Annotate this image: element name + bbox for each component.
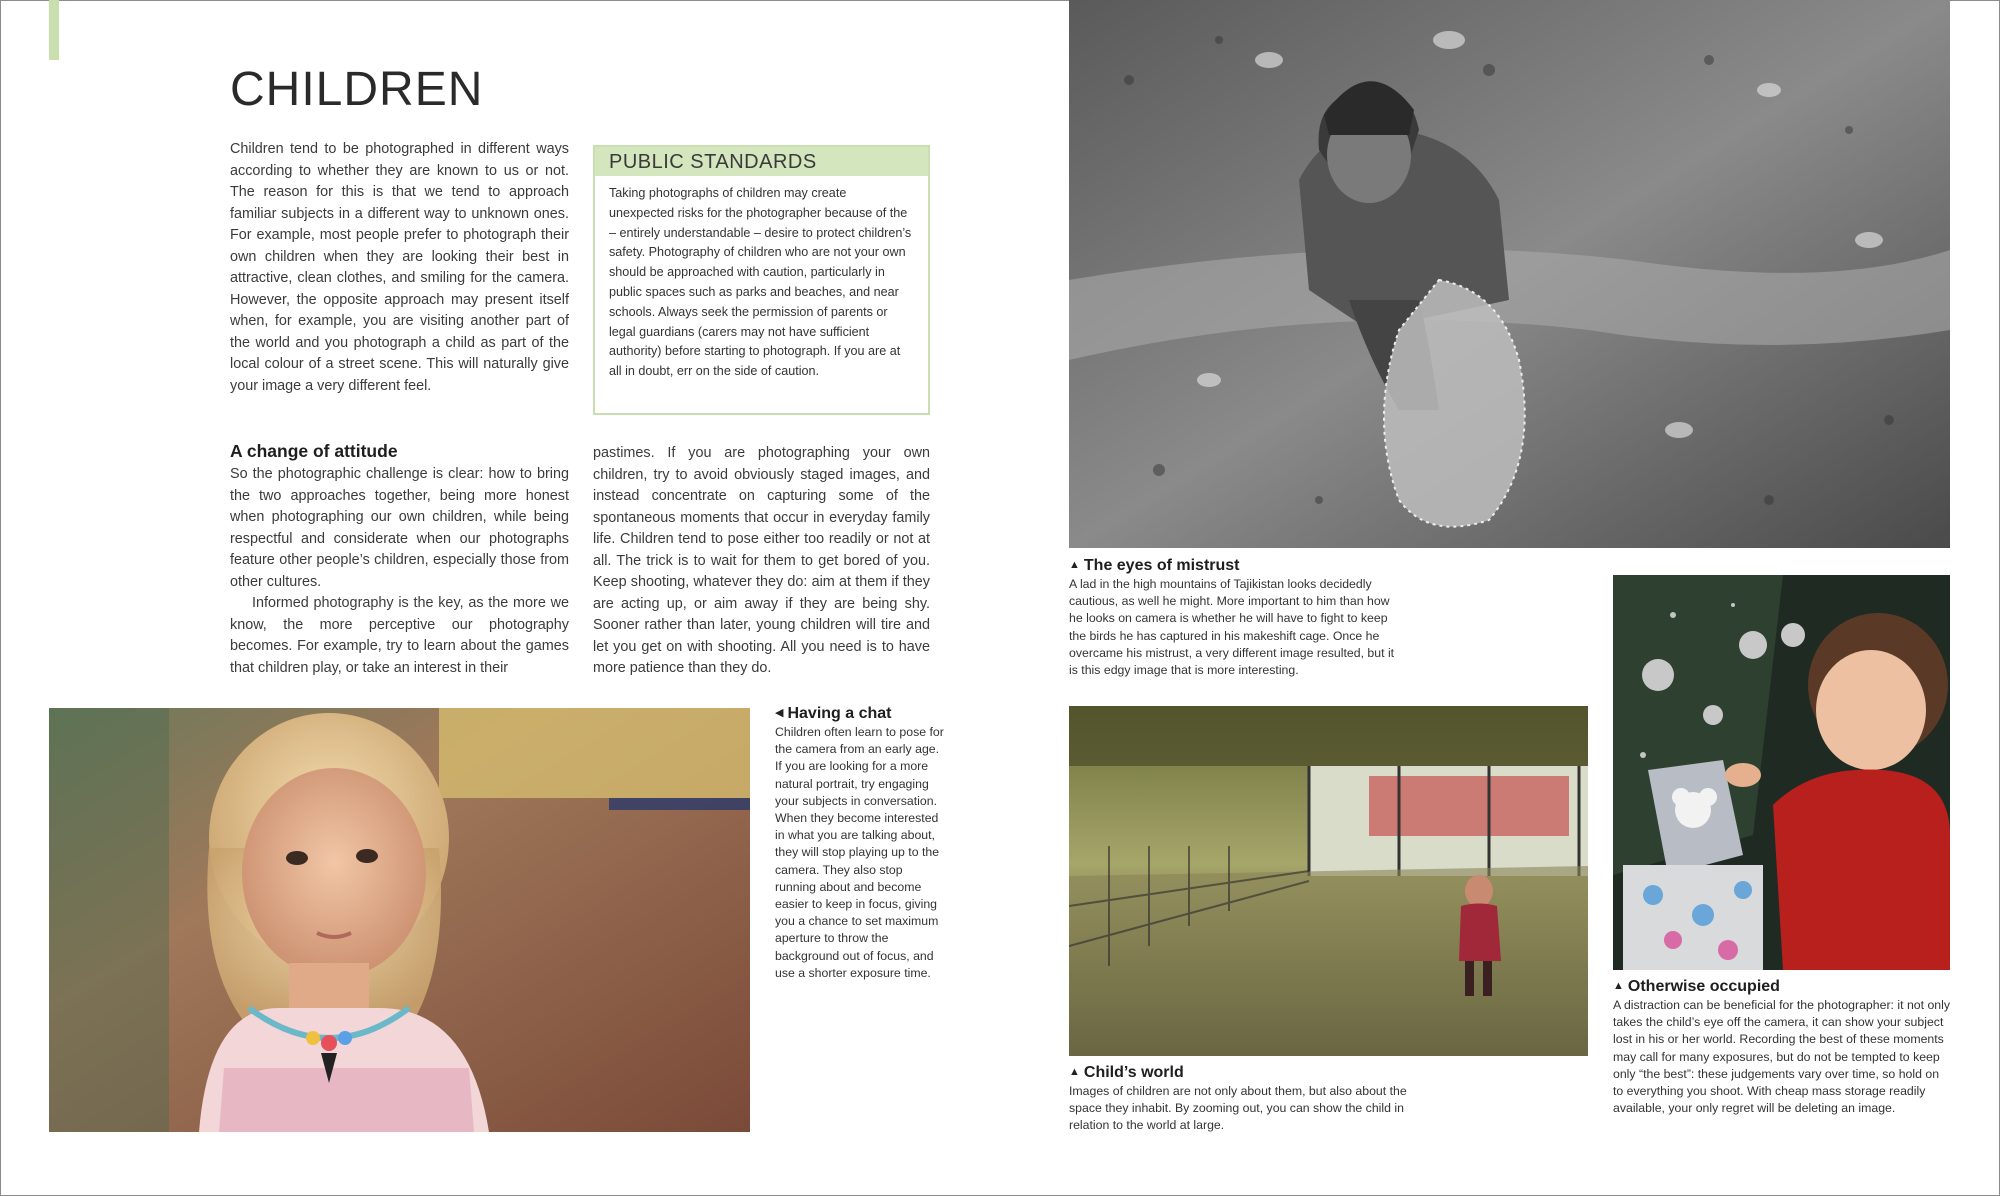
section-heading: A change of attitude: [230, 441, 398, 461]
section-paragraph-1: So the photographic challenge is clear: how to bring the two approaches together, being more honest when photographing our own children, while being respectful and considerate when our photographs feature other people’s children, especially those from other cultures.: [230, 466, 569, 590]
article-column-left: [230, 441, 569, 679]
caption-text: Images of children are not only about them, but also about the space they inhabit. By zooming out, you can show the child in relation to the world at large.: [1069, 1084, 1407, 1133]
photo-boy-with-gift: [1613, 575, 1950, 970]
caption-text: Children often learn to pose for the camera from an early age. If you are looking for a more natural portrait, try engaging your subjects in conversation. When they become interested in what you are talking about, they will stop playing up to the camera. They also stop running about and become easier to keep in focus, giving you a chance to set maximum aperture to throw the background out of focus, and use a shorter exposure time.: [775, 725, 944, 980]
caption-title: Otherwise occupied: [1627, 978, 1780, 995]
caption-arrow-up-icon: ▲: [1069, 559, 1080, 571]
caption-text: A distraction can be beneficial for the photographer: it not only takes the child’s eye off the camera, it can show your subject lost in his or her world. Recording the best of these moments may call for many exposures, but do not be tempted to keep only “the best”: these judgements vary over time, so hold on to everything you shoot. With cheap mass storage readily available, your only regret will be deleting an image.: [1613, 998, 1951, 1116]
caption-arrow-left-icon: ◀: [775, 707, 784, 719]
caption-eyes-of-mistrust: [1069, 557, 1399, 679]
intro-paragraph: [230, 139, 569, 397]
public-standards-heading: PUBLIC STANDARDS: [595, 147, 928, 176]
intro-text: Children tend to be photographed in different ways according to whether they are known to us or not. The reason for this is that we tend to approach familiar subjects in a different way to unknown ones. For example, most people prefer to photograph their own children when they are looking their best in attractive, clean clothes, and smiling for the camera. However, the opposite approach may present itself when, for example, you are visiting another part of the world and you photograph a child as part of the local colour of a street scene. This will naturally give your image a very different feel.: [230, 141, 569, 394]
caption-text: A lad in the high mountains of Tajikistan looks decidedly cautious, as well he might. More important to him than how he looks on camera is whether he will have to fight to keep the birds he has captured in his makeshift cage. Once he overcame his mistrust, a very different image resulted, but it is this edgy image that is more interesting.: [1069, 577, 1395, 678]
photo-child-in-hall: [1069, 706, 1588, 1056]
article-column-right: [593, 443, 930, 680]
photo-girl-portrait: [49, 708, 750, 1132]
caption-title: Having a chat: [787, 705, 892, 722]
section-paragraph-2: Informed photography is the key, as the more we know, the more perceptive our photography becomes. For example, try to learn about the games that children play, or take an interest in their: [230, 595, 569, 676]
caption-arrow-up-icon: ▲: [1069, 1066, 1080, 1078]
caption-childs-world: [1069, 1064, 1419, 1135]
caption-arrow-up-icon: ▲: [1613, 980, 1624, 992]
public-standards-text: Taking photographs of children may create unexpected risks for the photographer because of the – entirely understandable – desire to protect children’s safety. Photography of children who are not your own should be approached with caution, particularly in public spaces such as parks and beaches, and near schools. Always seek the permission of parents or legal guardians (carers may not have sufficient authority) before starting to photograph. If you are at all in doubt, err on the side of caution.: [609, 186, 912, 379]
photo-boy-with-cage: [1069, 0, 1950, 548]
page-title: CHILDREN: [230, 63, 484, 116]
caption-title: The eyes of mistrust: [1083, 557, 1240, 574]
caption-otherwise-occupied: [1613, 978, 1950, 1117]
caption-title: Child’s world: [1083, 1064, 1184, 1081]
caption-having-a-chat: [775, 705, 945, 982]
public-standards-box: [593, 145, 930, 415]
running-header-accent-bar: [49, 0, 59, 60]
section-paragraph-3: pastimes. If you are photographing your own children, try to avoid obviously staged images, and instead concentrate on capturing some of the spontaneous moments that occur in everyday family life. Children tend to pose either too readily or not at all. The trick is to wait for them to get bored of you. Keep shooting, whatever they do: aim at them if they are acting up, or aim away if they are being shy. Sooner rather than later, young children will tire and let you get on with shooting. All you need is to have more patience than they do.: [593, 445, 930, 676]
